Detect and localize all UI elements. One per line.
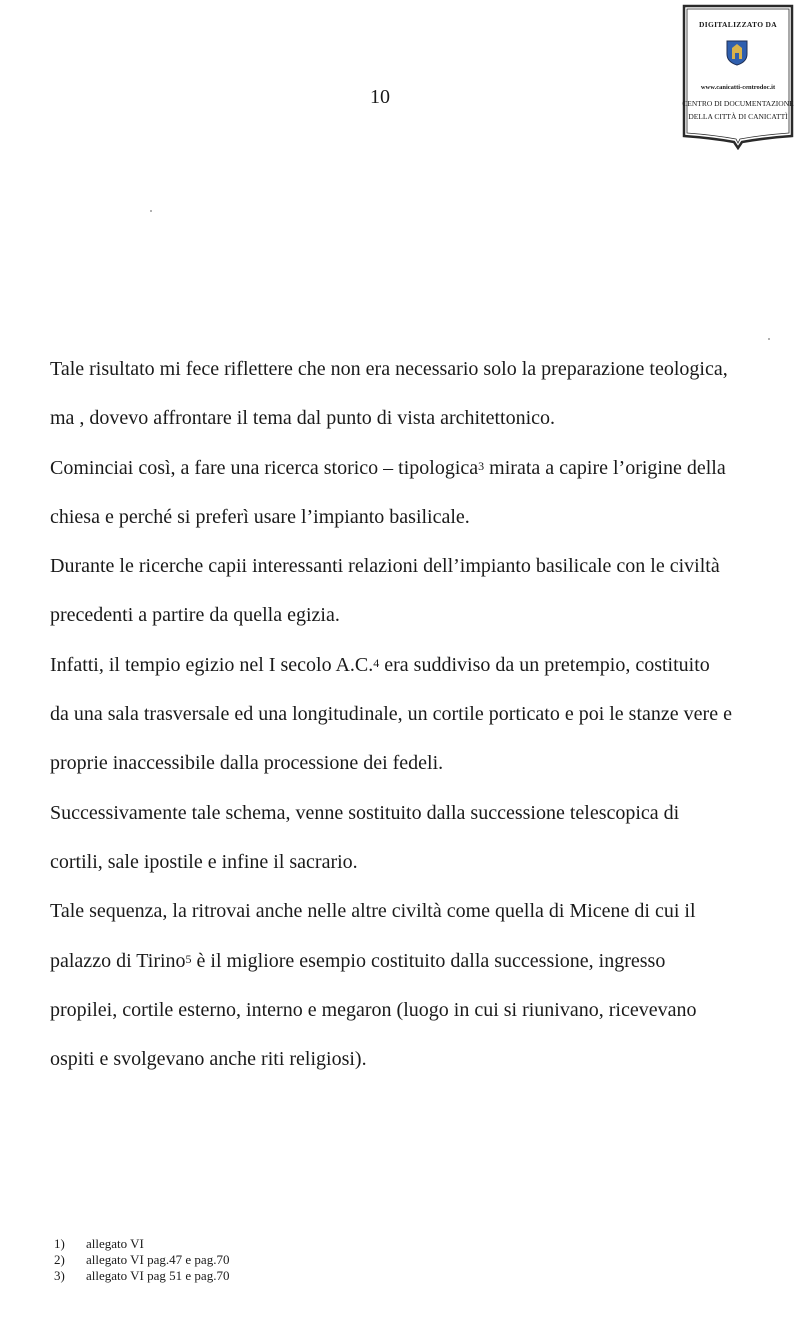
- footnote-text: allegato VI pag.47 e pag.70: [86, 1252, 230, 1267]
- digitization-stamp: [682, 4, 794, 150]
- body-line: chiesa e perché si preferì usare l’impianto basilicale.: [50, 505, 470, 528]
- body-line: Tale sequenza, la ritrovai anche nelle altre civiltà come quella di Micene di cui il: [50, 900, 696, 923]
- stamp-title: DIGITALIZZATO DA: [699, 20, 777, 29]
- page-number: 10: [370, 86, 390, 108]
- body-line: Cominciai così, a fare una ricerca storico – tipologica$^3$ mirata a capire l’origine della: [50, 456, 726, 479]
- stamp-line-1: CENTRO DI DOCUMENTAZIONE: [682, 99, 794, 108]
- body-line: Infatti, il tempio egizio nel I secolo A.C.$^4$ era suddiviso da un pretempio, costituito: [50, 653, 710, 676]
- footnote-number: 2): [54, 1252, 65, 1267]
- scan-speck: [768, 338, 770, 340]
- footnote-text: allegato VI: [86, 1236, 144, 1251]
- scan-speck: [150, 210, 152, 212]
- footnotes: [54, 1236, 229, 1284]
- body-text: [50, 345, 780, 1084]
- stamp-url: www.canicatti-centrodoc.it: [700, 84, 776, 91]
- footnote-ref: 4: [373, 655, 380, 670]
- body-line: da una sala trasversale ed una longitudinale, un cortile porticato e poi le stanze vere e: [50, 703, 732, 726]
- city-crest-icon: [726, 40, 748, 66]
- body-line: Successivamente tale schema, venne sostituito dalla successione telescopica di: [50, 801, 680, 824]
- footnote: [54, 1268, 229, 1284]
- body-line: cortili, sale ipostile e infine il sacrario.: [50, 850, 358, 873]
- footnote-number: 1): [54, 1236, 65, 1251]
- footnote-ref: 3: [478, 458, 485, 473]
- body-line: Durante le ricerche capii interessanti relazioni dell’impianto basilicale con le civiltà: [50, 555, 720, 578]
- stamp-line-2: DELLA CITTÀ DI CANICATTÌ: [688, 112, 788, 121]
- body-line: ma , dovevo affrontare il tema dal punto di vista architettonico.: [50, 407, 556, 430]
- footnote: [54, 1252, 229, 1268]
- footnote-number: 3): [54, 1268, 65, 1283]
- body-line: ospiti e svolgevano anche riti religiosi).: [50, 1048, 367, 1071]
- footnote-text: allegato VI pag 51 e pag.70: [86, 1268, 230, 1283]
- footnote-ref: 5: [185, 951, 192, 966]
- footnote: [54, 1236, 229, 1252]
- body-line: precedenti a partire da quella egizia.: [50, 604, 340, 627]
- body-line: Tale risultato mi fece riflettere che non era necessario solo la preparazione teologica,: [50, 358, 728, 380]
- body-line: proprie inaccessibile dalla processione dei fedeli.: [50, 752, 444, 775]
- body-line: palazzo di Tirino$^5$ è il migliore esempio costituito dalla successione, ingresso: [50, 949, 666, 972]
- body-line: propilei, cortile esterno, interno e megaron (luogo in cui si riunivano, ricevevano: [50, 998, 697, 1021]
